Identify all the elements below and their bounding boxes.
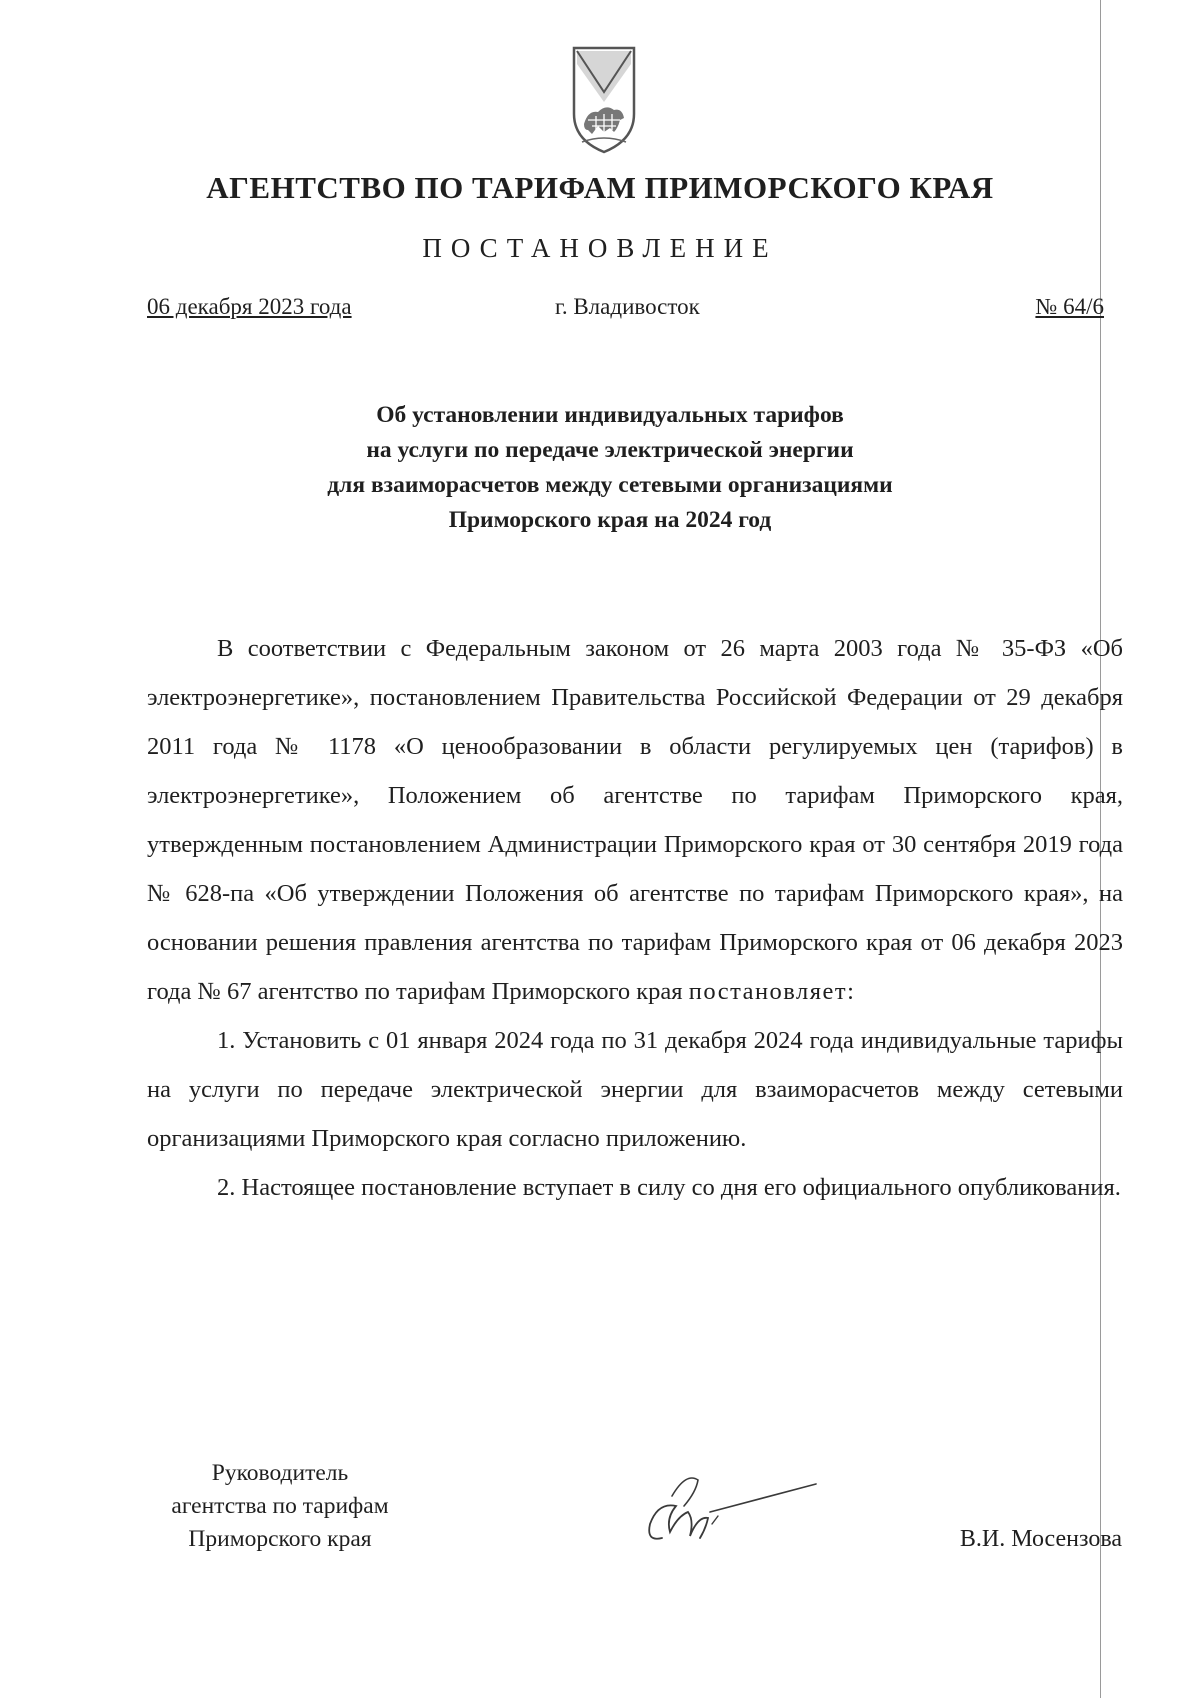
document-city: г. Владивосток [555,294,700,319]
preamble-text: В соответствии с Федеральным законом от 26 марта 2003 года № 35-ФЗ «Об электроэнергетике», постановлением Правительства Российской Федерации от 29 декабря 2011 года № 1178 «О ценообразовании в области регулируемых цен (тарифов) в электроэнергетике», Положением об агентстве по тарифам Приморского края, утвержденным постановлением Администрации Приморского края от 30 сентября 2019 года № 628-па «Об утверждении Положения об агентстве по тарифам Приморского края», на основании решения правления агентства по тарифам Приморского края от 06 декабря 2023 года № 67 агентство по тарифам Приморского края [147,635,1123,1005]
position-line: Руководитель [211,1460,349,1486]
coat-of-arms-icon [570,44,638,156]
position-line: Приморского края [188,1526,372,1552]
handwritten-signature [636,1466,820,1548]
title-line: для взаиморасчетов между сетевыми организациями [327,472,893,498]
title-line: на услуги по передаче электрической энергии [366,437,854,463]
agency-name: АГЕНТСТВО ПО ТАРИФАМ ПРИМОРСКОГО КРАЯ [206,170,994,205]
document-title [150,398,1070,538]
signatory-position [145,1457,415,1556]
title-line: Приморского края на 2024 год [448,507,772,533]
document-body [147,624,1123,1212]
item-2-paragraph: 2. Настоящее постановление вступает в силу со дня его официального опубликования. [217,1174,1121,1201]
position-line: агентства по тарифам [171,1493,389,1519]
preamble-paragraph [147,624,1123,1016]
document-type: ПОСТАНОВЛЕНИЕ [422,233,778,263]
document-number: № 64/6 [1035,294,1104,319]
title-line: Об установлении индивидуальных тарифов [376,402,844,428]
resolves-word: постановляет: [688,978,856,1005]
document-date: 06 декабря 2023 года [147,294,352,319]
item-1-paragraph: 1. Установить с 01 января 2024 года по 31 декабря 2024 года индивидуальные тарифы на услуги по передаче электрической энергии для взаиморасчетов между сетевыми организациями Приморского края согласно приложению. [147,1027,1123,1152]
signatory-name: В.И. Мосензова [959,1526,1122,1552]
